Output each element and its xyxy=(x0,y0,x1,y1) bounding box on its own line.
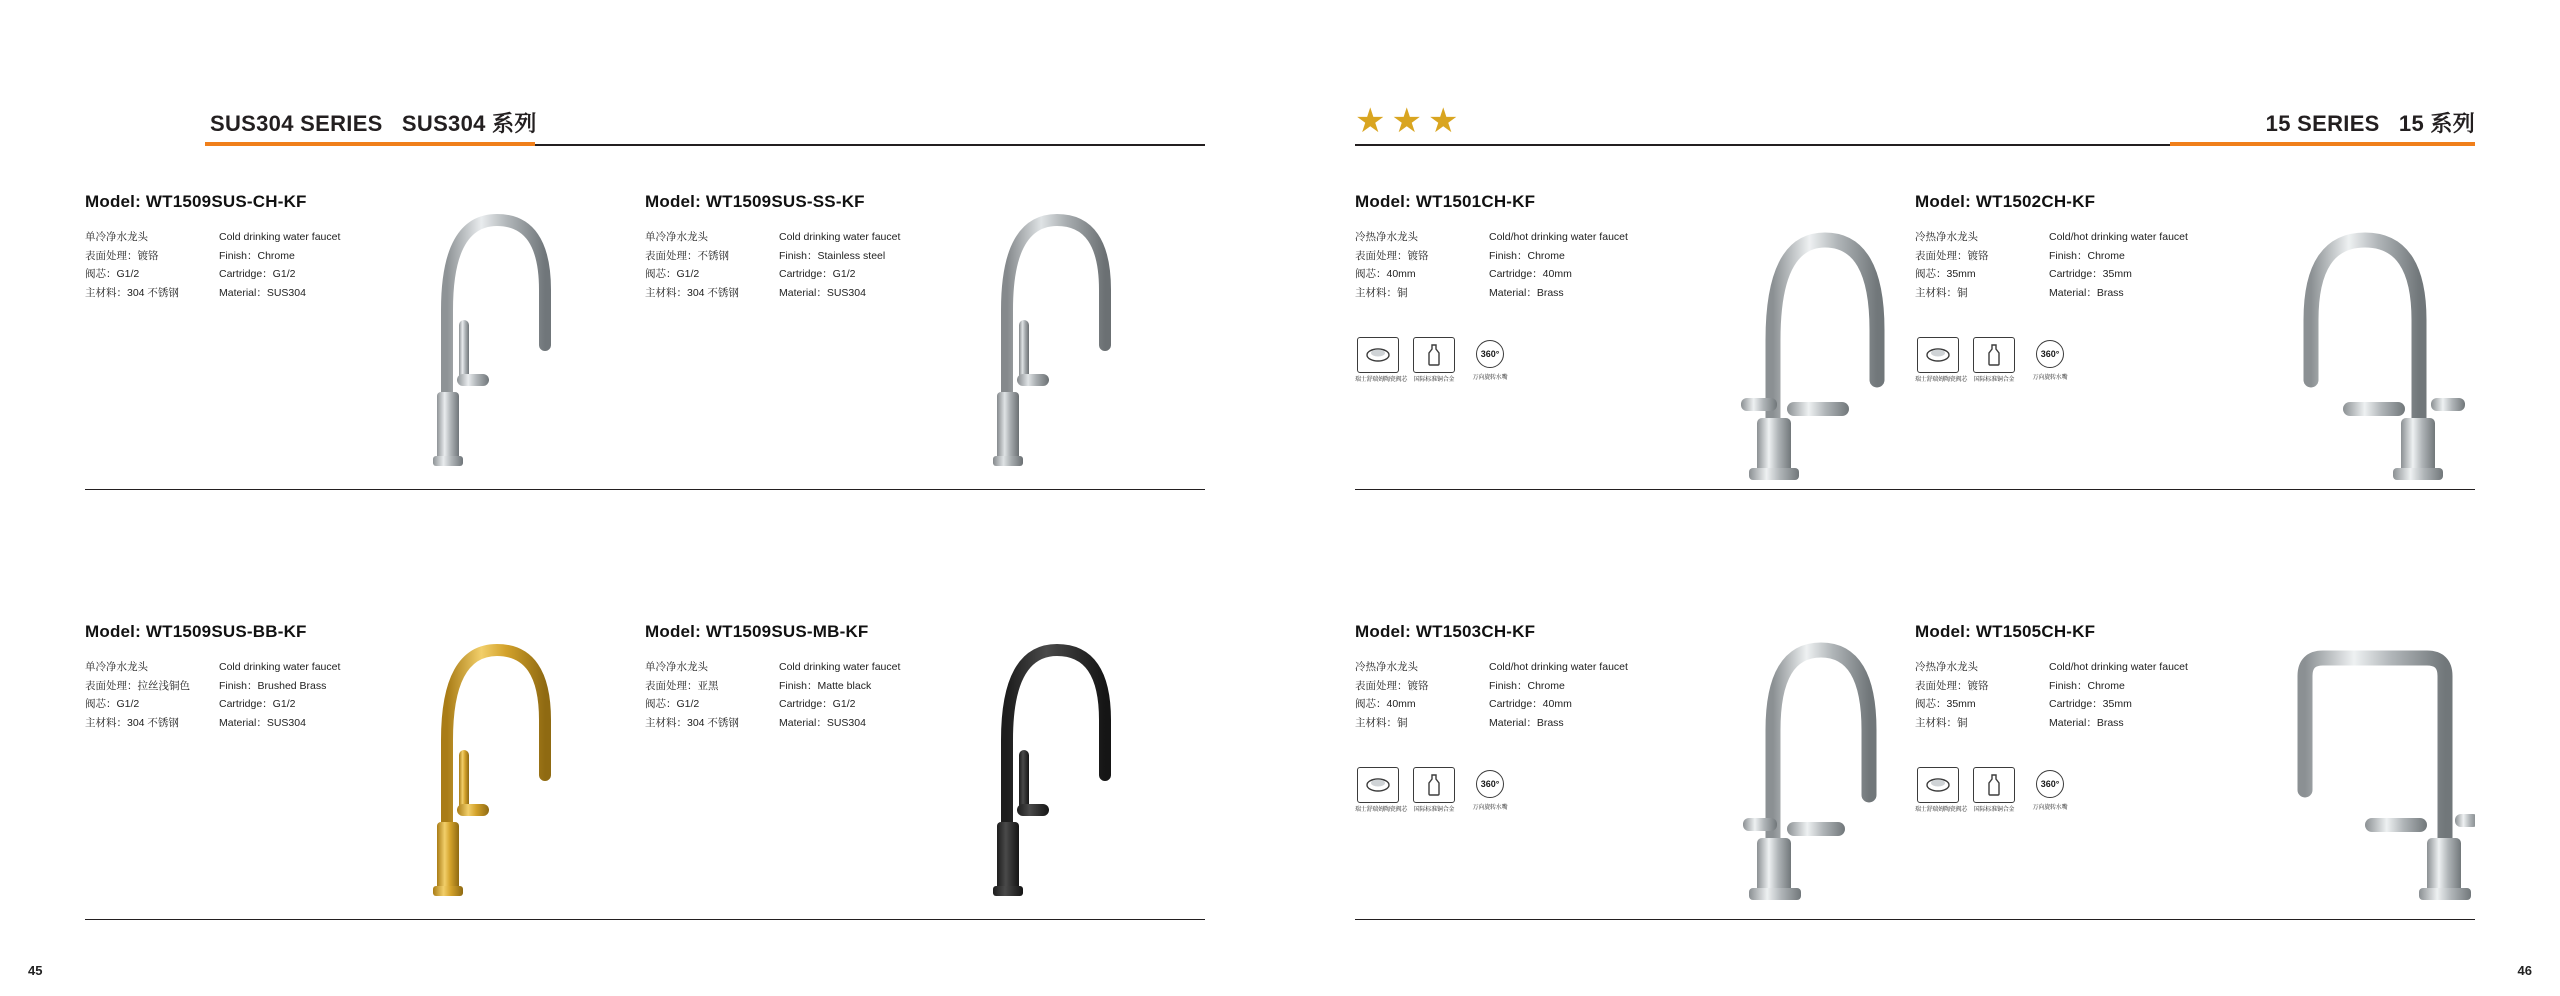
spec-line: Material：SUS304 xyxy=(219,717,306,730)
spec-line: Material：Brass xyxy=(2049,717,2124,730)
specs-cn xyxy=(645,228,761,303)
spec-line: 表面处理：亚黑 xyxy=(645,679,719,692)
spec-line: Material：SUS304 xyxy=(779,287,866,300)
spec-line: 阀芯：G1/2 xyxy=(645,268,700,281)
spec-line: Cold drinking water faucet xyxy=(219,661,341,673)
product-model: Model: WT1501CH-KF xyxy=(1355,192,1536,211)
feature-badge xyxy=(2027,767,2073,815)
spec-line: 阀芯：G1/2 xyxy=(645,698,700,711)
feature-badge xyxy=(1411,767,1457,815)
feature-badge xyxy=(1915,767,1968,815)
product-model: Model: WT1509SUS-CH-KF xyxy=(85,192,307,211)
spec-line: 阀芯：G1/2 xyxy=(85,268,140,281)
spec-line: 表面处理：镀铬 xyxy=(1355,249,1429,262)
product-specs xyxy=(645,228,1205,303)
spec-line: Finish：Matte black xyxy=(779,679,872,692)
page-number: 46 xyxy=(2517,963,2532,978)
product-row xyxy=(85,160,1205,490)
product-card[interactable] xyxy=(645,590,1205,920)
page-number: 45 xyxy=(28,963,43,978)
product-specs xyxy=(85,228,645,303)
specs-en xyxy=(1489,228,1669,303)
specs-cn xyxy=(85,658,201,733)
spec-line: 主材料：铜 xyxy=(1915,717,1968,730)
bottle-icon xyxy=(1413,767,1455,803)
faucet-image xyxy=(1645,600,1905,920)
rotation-label: 360° xyxy=(1476,340,1504,368)
badge-caption: 国际标准铜合金 xyxy=(1973,376,2015,383)
right-page xyxy=(1280,0,2560,996)
spec-line: 主材料：304 不锈钢 xyxy=(645,287,739,300)
spec-line: 阀芯：35mm xyxy=(1915,268,1976,281)
spec-line: 主材料：304 不锈钢 xyxy=(85,717,179,730)
rotation-label: 360° xyxy=(2036,770,2064,798)
spec-line: Cartridge：40mm xyxy=(1489,268,1572,281)
right-header-title-cn: 15 系列 xyxy=(2398,111,2475,136)
spec-line: Cartridge：35mm xyxy=(2049,698,2132,711)
right-header-title xyxy=(2266,107,2475,138)
rotation-icon xyxy=(2030,767,2070,801)
spec-line: 单冷净水龙头 xyxy=(645,661,708,673)
product-row xyxy=(1355,160,2475,490)
badge-caption: 万向旋转水嘴 xyxy=(1472,804,1508,811)
ceramic-cartridge-icon xyxy=(1917,337,1959,373)
spec-line: 主材料：304 不锈钢 xyxy=(85,287,179,300)
product-specs xyxy=(1355,228,1915,303)
spec-line: 冷热净水龙头 xyxy=(1915,231,1978,243)
spec-line: Cartridge：G1/2 xyxy=(779,698,856,711)
specs-cn xyxy=(85,228,201,303)
bottle-icon xyxy=(1413,337,1455,373)
feature-badge xyxy=(2027,337,2073,385)
specs-cn xyxy=(645,658,761,733)
product-model: Model: WT1509SUS-BB-KF xyxy=(85,622,307,641)
spec-line: 主材料：铜 xyxy=(1355,717,1408,730)
spec-line: Cold drinking water faucet xyxy=(219,231,341,243)
specs-cn xyxy=(1915,228,2031,303)
rotation-label: 360° xyxy=(2036,340,2064,368)
badge-caption: 瑞士舒瑞姆陶瓷阀芯 xyxy=(1915,376,1968,383)
spec-line: 冷热净水龙头 xyxy=(1915,661,1978,673)
spec-line: Finish：Chrome xyxy=(219,249,295,262)
spec-line: Material：Brass xyxy=(1489,287,1564,300)
spec-line: 单冷净水龙头 xyxy=(645,231,708,243)
rotation-icon xyxy=(1470,337,1510,371)
spec-line: Cartridge：35mm xyxy=(2049,268,2132,281)
faucet-image xyxy=(2215,600,2475,920)
badge-caption: 瑞士舒瑞姆陶瓷阀芯 xyxy=(1355,376,1408,383)
star-rating-icon: ★★★ xyxy=(1355,102,1465,140)
badge-caption: 万向旋转水嘴 xyxy=(2032,374,2068,381)
spec-line: Cold/hot drinking water faucet xyxy=(2049,231,2188,243)
feature-badge xyxy=(1355,767,1408,815)
ceramic-cartridge-icon xyxy=(1917,767,1959,803)
left-page-header xyxy=(85,100,1205,160)
spec-line: Cartridge：G1/2 xyxy=(219,698,296,711)
badge-caption: 瑞士舒瑞姆陶瓷阀芯 xyxy=(1915,806,1968,813)
left-header-title xyxy=(210,107,537,138)
specs-en xyxy=(779,228,959,303)
feature-badge xyxy=(1467,337,1513,385)
specs-en xyxy=(779,658,959,733)
product-card[interactable] xyxy=(85,590,645,920)
spec-line: Material：SUS304 xyxy=(779,717,866,730)
spec-line: Cold/hot drinking water faucet xyxy=(1489,231,1628,243)
left-header-title-en: SUS304 SERIES xyxy=(210,111,383,136)
product-specs xyxy=(85,658,645,733)
product-model: Model: WT1503CH-KF xyxy=(1355,622,1536,641)
feature-badges xyxy=(1915,337,2475,385)
rotation-icon xyxy=(1470,767,1510,801)
product-row xyxy=(1355,590,2475,920)
product-card[interactable] xyxy=(1355,590,1915,920)
spec-line: Cartridge：G1/2 xyxy=(219,268,296,281)
product-card[interactable] xyxy=(85,160,645,490)
spec-line: 阀芯：40mm xyxy=(1355,698,1416,711)
specs-en xyxy=(2049,658,2229,733)
product-model: Model: WT1509SUS-SS-KF xyxy=(645,192,865,211)
feature-badge xyxy=(1971,337,2017,385)
feature-badges xyxy=(1355,767,1915,815)
right-header-title-en: 15 SERIES xyxy=(2265,111,2380,136)
product-row xyxy=(85,590,1205,920)
product-model: Model: WT1502CH-KF xyxy=(1915,192,2096,211)
spec-line: 表面处理：不锈钢 xyxy=(645,249,729,262)
product-specs xyxy=(1915,658,2475,733)
specs-en xyxy=(219,228,399,303)
specs-cn xyxy=(1355,228,1471,303)
spec-line: 阀芯：35mm xyxy=(1915,698,1976,711)
spec-line: Cartridge：40mm xyxy=(1489,698,1572,711)
bottle-icon xyxy=(1973,767,2015,803)
spec-line: Finish：Chrome xyxy=(1489,249,1565,262)
badge-caption: 瑞士舒瑞姆陶瓷阀芯 xyxy=(1355,806,1408,813)
spec-line: 阀芯：G1/2 xyxy=(85,698,140,711)
spec-line: 主材料：铜 xyxy=(1915,287,1968,300)
spec-line: Material：Brass xyxy=(2049,287,2124,300)
spec-line: Cold/hot drinking water faucet xyxy=(2049,661,2188,673)
feature-badge xyxy=(1355,337,1408,385)
badge-caption: 国际标准铜合金 xyxy=(1413,376,1455,383)
product-card[interactable] xyxy=(1915,590,2475,920)
header-accent-bar xyxy=(2170,142,2475,146)
product-card[interactable] xyxy=(1915,160,2475,490)
badge-caption: 国际标准铜合金 xyxy=(1973,806,2015,813)
spec-line: 表面处理：镀铬 xyxy=(85,249,159,262)
feature-badge xyxy=(1915,337,1968,385)
spec-line: Finish：Chrome xyxy=(1489,679,1565,692)
rotation-icon xyxy=(2030,337,2070,371)
spec-line: 主材料：304 不锈钢 xyxy=(645,717,739,730)
feature-badges xyxy=(1915,767,2475,815)
product-specs xyxy=(645,658,1205,733)
spec-line: 表面处理：镀铬 xyxy=(1355,679,1429,692)
specs-en xyxy=(1489,658,1669,733)
right-page-header xyxy=(1355,100,2475,160)
badge-caption: 万向旋转水嘴 xyxy=(1472,374,1508,381)
feature-badge xyxy=(1411,337,1457,385)
specs-en xyxy=(2049,228,2229,303)
spec-line: Cold/hot drinking water faucet xyxy=(1489,661,1628,673)
specs-cn xyxy=(1355,658,1471,733)
spec-line: 主材料：铜 xyxy=(1355,287,1408,300)
product-model: Model: WT1509SUS-MB-KF xyxy=(645,622,869,641)
feature-badge xyxy=(1971,767,2017,815)
ceramic-cartridge-icon xyxy=(1357,767,1399,803)
product-specs xyxy=(1915,228,2475,303)
spec-line: 表面处理：镀铬 xyxy=(1915,249,1989,262)
product-card[interactable] xyxy=(645,160,1205,490)
product-card[interactable] xyxy=(1355,160,1915,490)
rotation-label: 360° xyxy=(1476,770,1504,798)
spec-line: Material：Brass xyxy=(1489,717,1564,730)
spec-line: Cold drinking water faucet xyxy=(779,661,901,673)
spec-line: 单冷净水龙头 xyxy=(85,661,148,673)
spec-line: Cold drinking water faucet xyxy=(779,231,901,243)
spec-line: Finish：Chrome xyxy=(2049,249,2125,262)
left-header-title-cn: SUS304 系列 xyxy=(401,111,537,136)
ceramic-cartridge-icon xyxy=(1357,337,1399,373)
badge-caption: 国际标准铜合金 xyxy=(1413,806,1455,813)
spec-line: 冷热净水龙头 xyxy=(1355,231,1418,243)
product-specs xyxy=(1355,658,1915,733)
spec-line: Material：SUS304 xyxy=(219,287,306,300)
specs-en xyxy=(219,658,399,733)
spec-line: 表面处理：镀铬 xyxy=(1915,679,1989,692)
specs-cn xyxy=(1915,658,2031,733)
spec-line: 表面处理：拉丝浅铜色 xyxy=(85,679,190,692)
spec-line: Cartridge：G1/2 xyxy=(779,268,856,281)
badge-caption: 万向旋转水嘴 xyxy=(2032,804,2068,811)
feature-badge xyxy=(1467,767,1513,815)
spec-line: Finish：Chrome xyxy=(2049,679,2125,692)
feature-badges xyxy=(1355,337,1915,385)
spec-line: 单冷净水龙头 xyxy=(85,231,148,243)
product-model: Model: WT1505CH-KF xyxy=(1915,622,2096,641)
header-accent-bar xyxy=(205,142,535,146)
spec-line: 冷热净水龙头 xyxy=(1355,661,1418,673)
spec-line: Finish：Stainless steel xyxy=(779,249,886,262)
spec-line: 阀芯：40mm xyxy=(1355,268,1416,281)
spec-line: Finish：Brushed Brass xyxy=(219,679,327,692)
bottle-icon xyxy=(1973,337,2015,373)
